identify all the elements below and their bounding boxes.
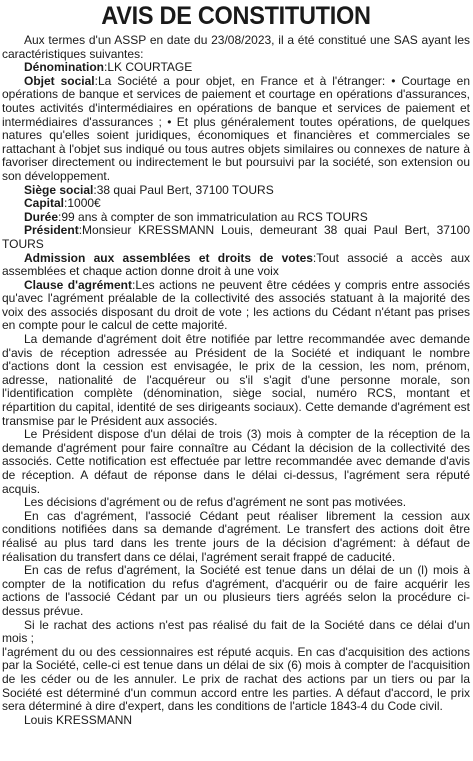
field-clause-d-agr-ment	[2, 279, 470, 333]
body-paragraph: l'agrément du ou des cessionnaires est réputé acquis. En cas d'acquisition des actions par la Société, celle-ci est tenue dans un délai de six (6) mois à compter de l'acquisition de les céder ou de les annuler. Le prix de rachat des actions par un tiers ou par la Société est déterminé d'un commun accord entre les parties. A défaut d'accord, le prix sera déterminé à dire d'expert, dans les conditions de l'article 1843-4 du Code civil.	[2, 644, 470, 714]
body-paragraph: Si le rachat des actions n'est pas réalisé du fait de la Société dans ce délai d'un mois ;	[2, 617, 470, 646]
field-value: LK COURTAGE	[107, 60, 193, 75]
field-objet-social	[2, 75, 470, 184]
intro-paragraph: Aux termes d'un ASSP en date du 23/08/2023, il a été constitué une SAS ayant les caractéristiques suivantes:	[2, 33, 470, 61]
field-label: Clause d'agrément	[24, 277, 132, 292]
field-label: Objet social	[24, 73, 95, 88]
field-separator: :	[104, 60, 108, 75]
field-separator: :	[78, 223, 83, 238]
notice-title: AVIS DE CONSTITUTION	[101, 2, 371, 30]
body-paragraph: Les décisions d'agrément ou de refus d'agrément ne sont pas motivées.	[24, 495, 407, 510]
field-separator: :	[312, 250, 317, 265]
body-paragraph: En cas de refus d'agrément, la Société est tenue dans un délai de un (l) mois à compter de la notification du refus d'agrément, d'acquérir ou de faire acquérir les actions de l'associé Cédant par un ou plusieurs tiers agréés selon la procédure ci-dessus prévue.	[2, 563, 470, 618]
field-value: 99 ans à compter de son immatriculation au RCS TOURS	[61, 209, 368, 224]
field-pr-sident	[2, 224, 470, 251]
field-label: Dénomination	[24, 60, 104, 75]
field-separator: :	[93, 182, 97, 197]
field-capital	[2, 197, 470, 211]
field-label: Admission aux assemblées et droits de votes	[24, 250, 313, 265]
field-label: Siège social	[24, 182, 94, 197]
field-d-nomination	[2, 61, 470, 75]
body-paragraph: La demande d'agrément doit être notifiée par lettre recommandée avec demande d'avis de réception adressée au Président de la Société et indiquant le nombre d'actions dont la cession est envisagée, le prix de la cession, les nom, prénom, adresse, nationalité de l'acquéreur ou s'il s'agit d'une personne morale, son l'identification complète (dénomination, siège social, numéro RCS, montant et répartition du capital, identité de ses dirigeants sociaux). Cette demande d'agrément est transmise par le Président aux associés.	[2, 332, 470, 428]
agreement-paragraphs	[2, 333, 470, 727]
company-fields	[2, 61, 470, 333]
field-admission-aux-assembl-es-et-droits-de-votes	[2, 252, 470, 279]
field-value: Les actions ne peuvent être cédées y compris entre associés qu'avec l'agrément préalable de la collectivité des associés statuant à la majorité des voix des associés disposant du droit de vote ; les actions du Cédant n'étant pas prises en compte pour le calcul de cette majorité.	[2, 277, 471, 333]
field-label: Président	[24, 223, 79, 238]
field-separator: :	[64, 196, 68, 211]
field-value: 38 quai Paul Bert, 37100 TOURS	[96, 182, 274, 197]
field-separator: :	[131, 277, 136, 292]
field-separator: :	[94, 73, 98, 88]
field-si-ge-social	[2, 184, 470, 198]
field-value: La Société a pour objet, en France et à l'étranger: • Courtage en opérations de banque et services de paiement et courtage en opérations d'assurances, toutes activités d'intermédiaires en opérations de banque et services de paiement et intermédiaires d'assurances ; • Et plus généralement toutes opérations, de quelques natures qu'elles soient juridiques, économiques et financières et commerciales se rattachant à l'objet sus indiqué ou tous autres objets similaires ou connexes de nature à favoriser directement ou indirectement le but poursuivi par la société, son extension ou son développement.	[2, 73, 470, 183]
field-label: Capital	[24, 196, 65, 211]
field-value: 1000€	[67, 196, 101, 211]
field-separator: :	[58, 209, 62, 224]
body-paragraph: Le Président dispose d'un délai de trois (3) mois à compter de la réception de la demande d'agrément pour faire connaître au Cédant la décision de la collectivité des associés. Cette notification est effectuée par lettre recommandée avec demande d'avis de réception. A défaut de réponse dans le délai ci-dessus, l'agrément sera réputé acquis.	[2, 427, 470, 496]
field-dur-e	[2, 211, 470, 225]
body-paragraph: En cas d'agrément, l'associé Cédant peut réaliser librement la cession aux conditions notifiées dans sa demande d'agrément. Le transfert des actions doit être réalisé au plus tard dans les trente jours de la décision d'agrément: à défaut de réalisation du transfert dans ce délai, l'agrément serait frappé de caducité.	[2, 508, 470, 564]
field-label: Durée	[24, 209, 59, 224]
signature: Louis KRESSMANN	[24, 712, 133, 727]
field-value: Monsieur KRESSMANN Louis, demeurant 38 quai Paul Bert, 37100 TOURS	[2, 223, 470, 251]
field-value: Tout associé a accès aux assemblées et chaque action donne droit à une voix	[2, 250, 470, 279]
